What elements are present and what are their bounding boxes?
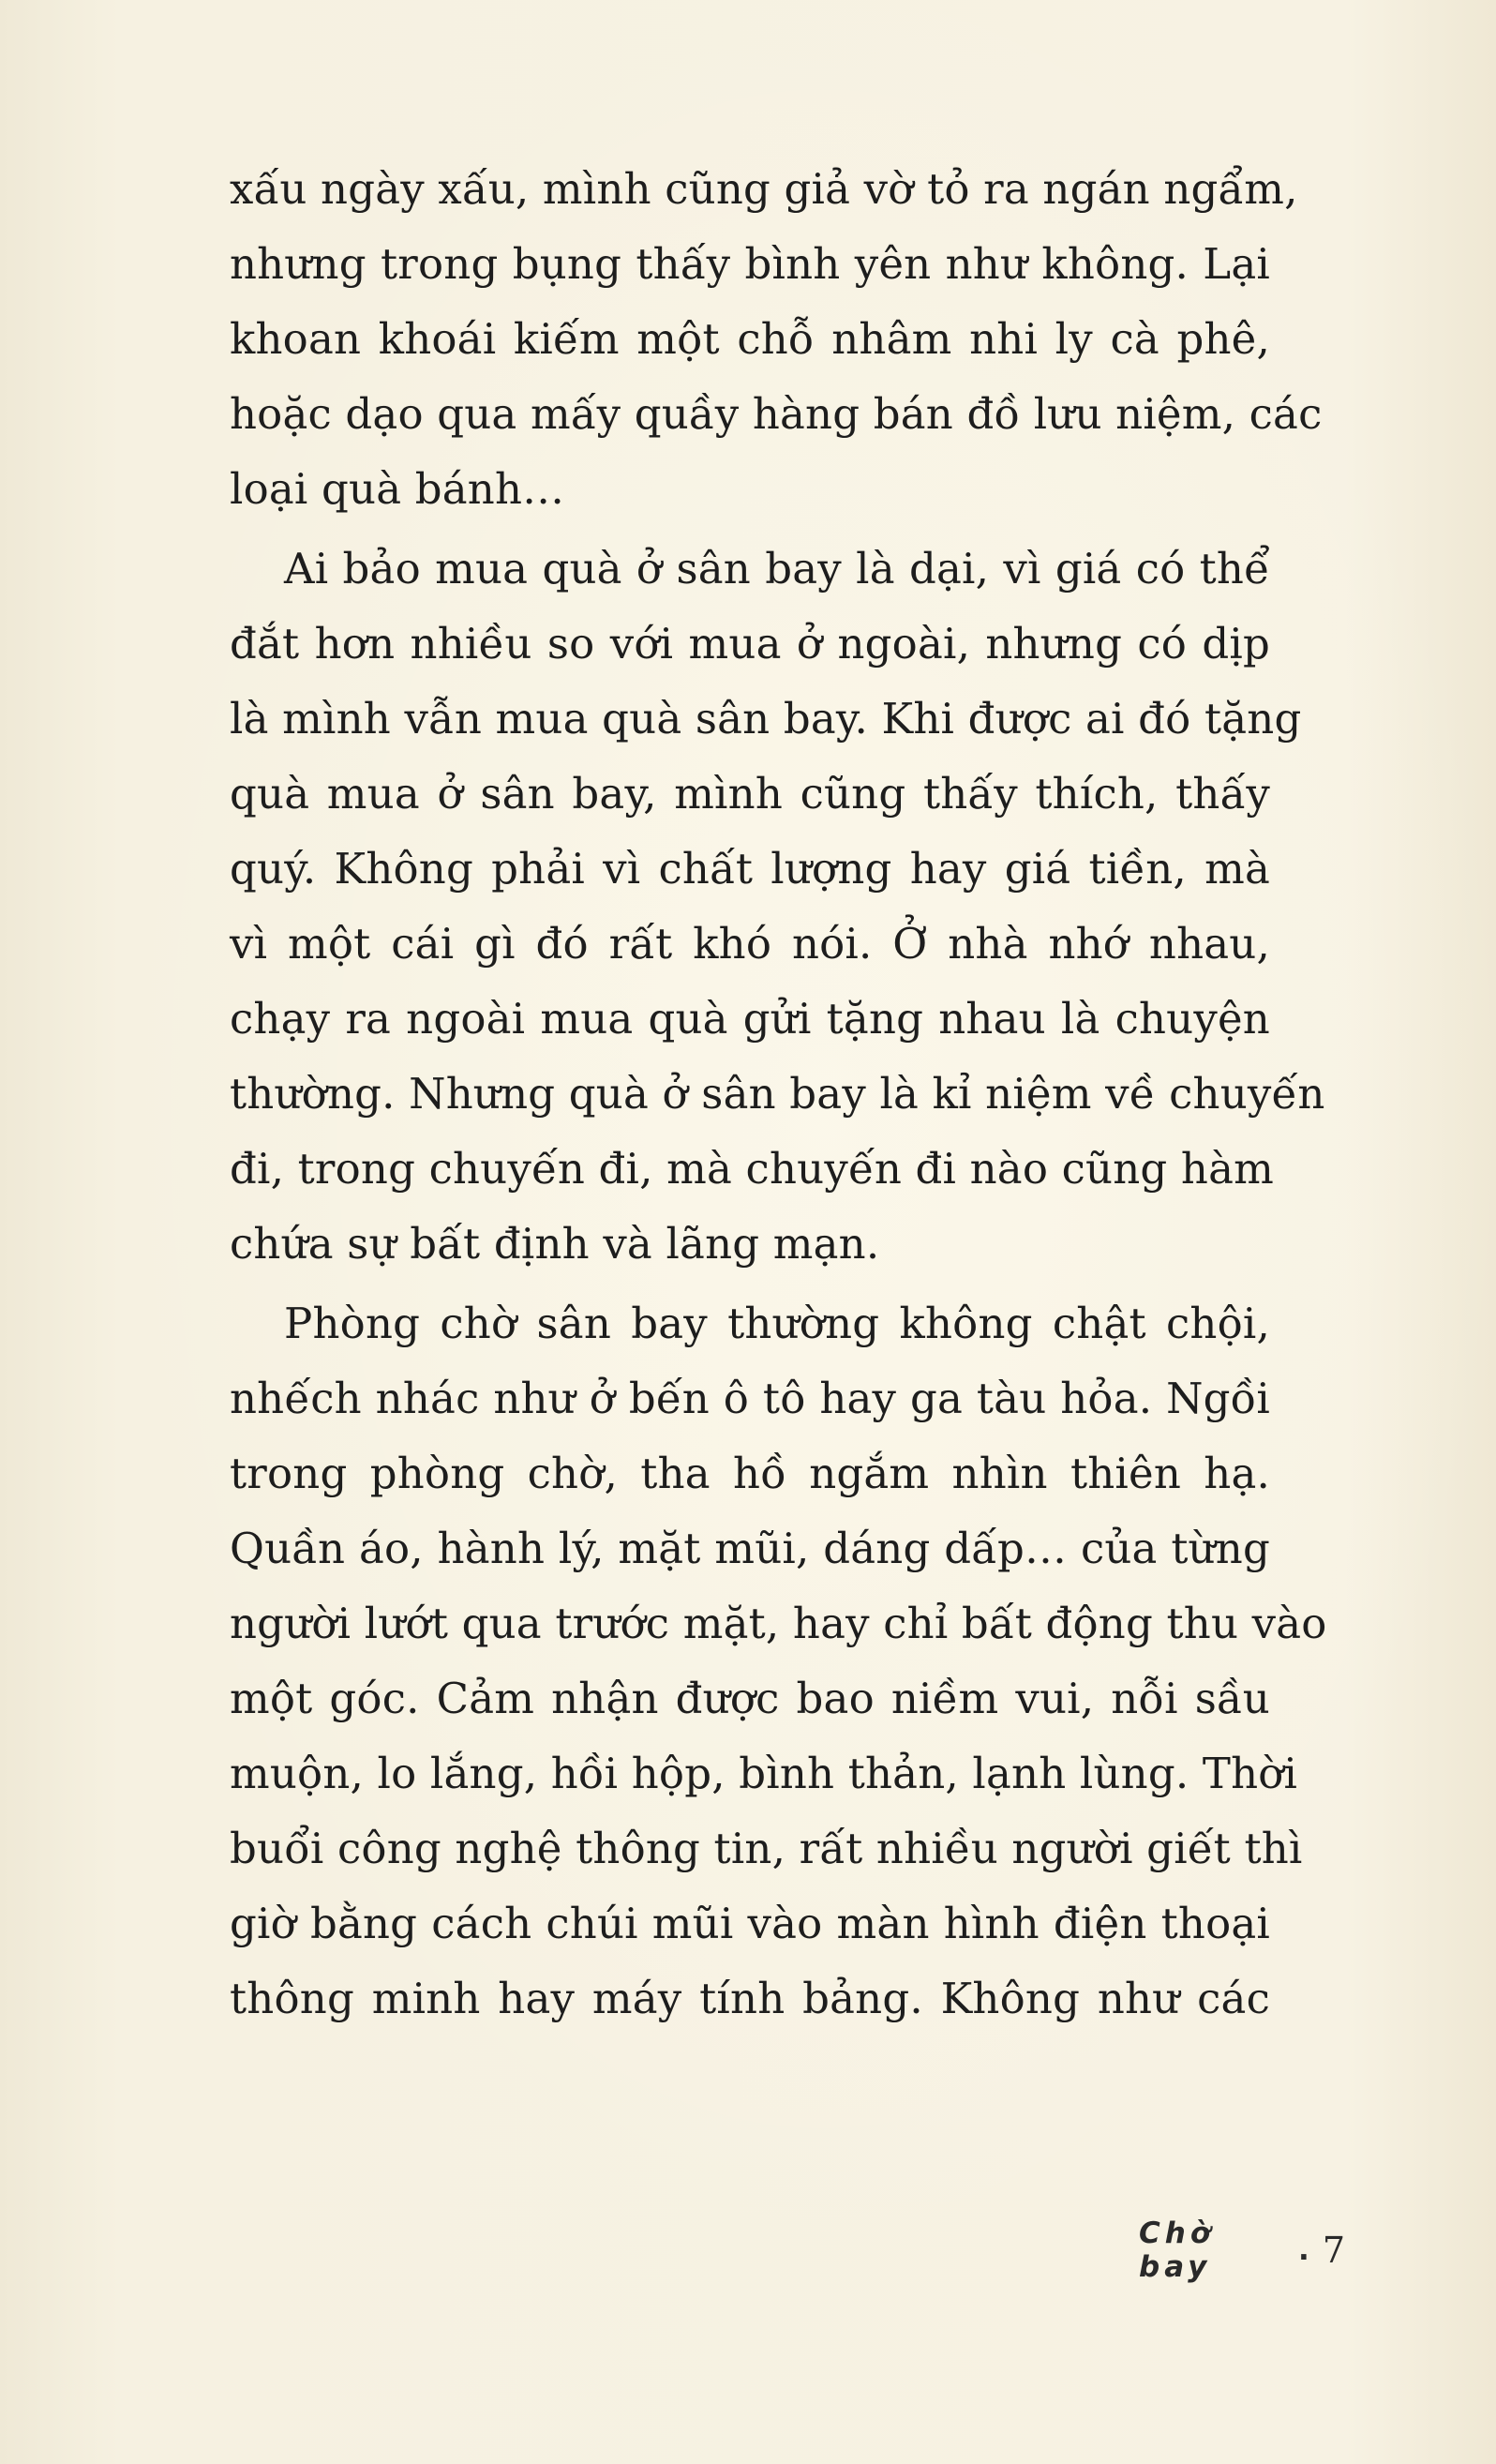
text-line: người lướt qua trước mặt, hay chỉ bất động thu vào	[230, 1599, 1327, 1648]
text-line: Quần áo, hành lý, mặt mũi, dáng dấp… của từng	[230, 1524, 1270, 1573]
text-line: xấu ngày xấu, mình cũng giả vờ tỏ ra ngán ngẩm,	[230, 164, 1298, 214]
text-line: hoặc dạo qua mấy quầy hàng bán đồ lưu niệm, các	[230, 389, 1323, 439]
paragraph	[230, 1286, 1327, 2036]
text-line: thường. Nhưng quà ở sân bay là kỉ niệm về chuyến	[230, 1069, 1325, 1119]
text-line: trong phòng chờ, tha hồ ngắm nhìn thiên hạ.	[230, 1449, 1270, 1498]
body-text	[230, 152, 1327, 2036]
paragraph	[230, 152, 1323, 527]
text-line: loại quà bánh…	[230, 464, 565, 514]
text-line: khoan khoái kiếm một chỗ nhâm nhi ly cà phê,	[230, 314, 1270, 364]
text-line: giờ bằng cách chúi mũi vào màn hình điện thoại	[230, 1899, 1270, 1948]
text-line: một góc. Cảm nhận được bao niềm vui, nỗi sầu	[230, 1674, 1270, 1723]
text-line: chứa sự bất định và lãng mạn.	[230, 1219, 880, 1269]
text-line: nhưng trong bụng thấy bình yên như không. Lại	[230, 239, 1270, 289]
text-line: Phòng chờ sân bay thường không chật chội,	[284, 1299, 1270, 1348]
footer-separator: .	[1298, 2233, 1309, 2267]
text-line: quý. Không phải vì chất lượng hay giá tiền, mà	[230, 844, 1270, 894]
text-line: quà mua ở sân bay, mình cũng thấy thích, thấy	[230, 769, 1270, 819]
page-number: 7	[1322, 2230, 1345, 2271]
text-line: buổi công nghệ thông tin, rất nhiều người giết thì	[230, 1824, 1303, 1873]
text-line: vì một cái gì đó rất khó nói. Ở nhà nhớ nhau,	[230, 919, 1270, 969]
text-line: đắt hơn nhiều so với mua ở ngoài, nhưng có dịp	[230, 619, 1270, 669]
paragraph	[230, 532, 1325, 1282]
page-footer	[1139, 2216, 1345, 2284]
text-line: Ai bảo mua quà ở sân bay là dại, vì giá có thể	[284, 544, 1270, 593]
text-line: muộn, lo lắng, hồi hộp, bình thản, lạnh lùng. Thời	[230, 1749, 1298, 1798]
text-line: thông minh hay máy tính bảng. Không như các	[230, 1974, 1270, 2023]
text-line: đi, trong chuyến đi, mà chuyến đi nào cũng hàm	[230, 1144, 1274, 1194]
text-line: chạy ra ngoài mua quà gửi tặng nhau là chuyện	[230, 994, 1270, 1044]
text-line: nhếch nhác như ở bến ô tô hay ga tàu hỏa. Ngồi	[230, 1374, 1270, 1423]
running-title: Chờ bay	[1139, 2216, 1216, 2284]
text-line: là mình vẫn mua quà sân bay. Khi được ai đó tặng	[230, 694, 1302, 744]
